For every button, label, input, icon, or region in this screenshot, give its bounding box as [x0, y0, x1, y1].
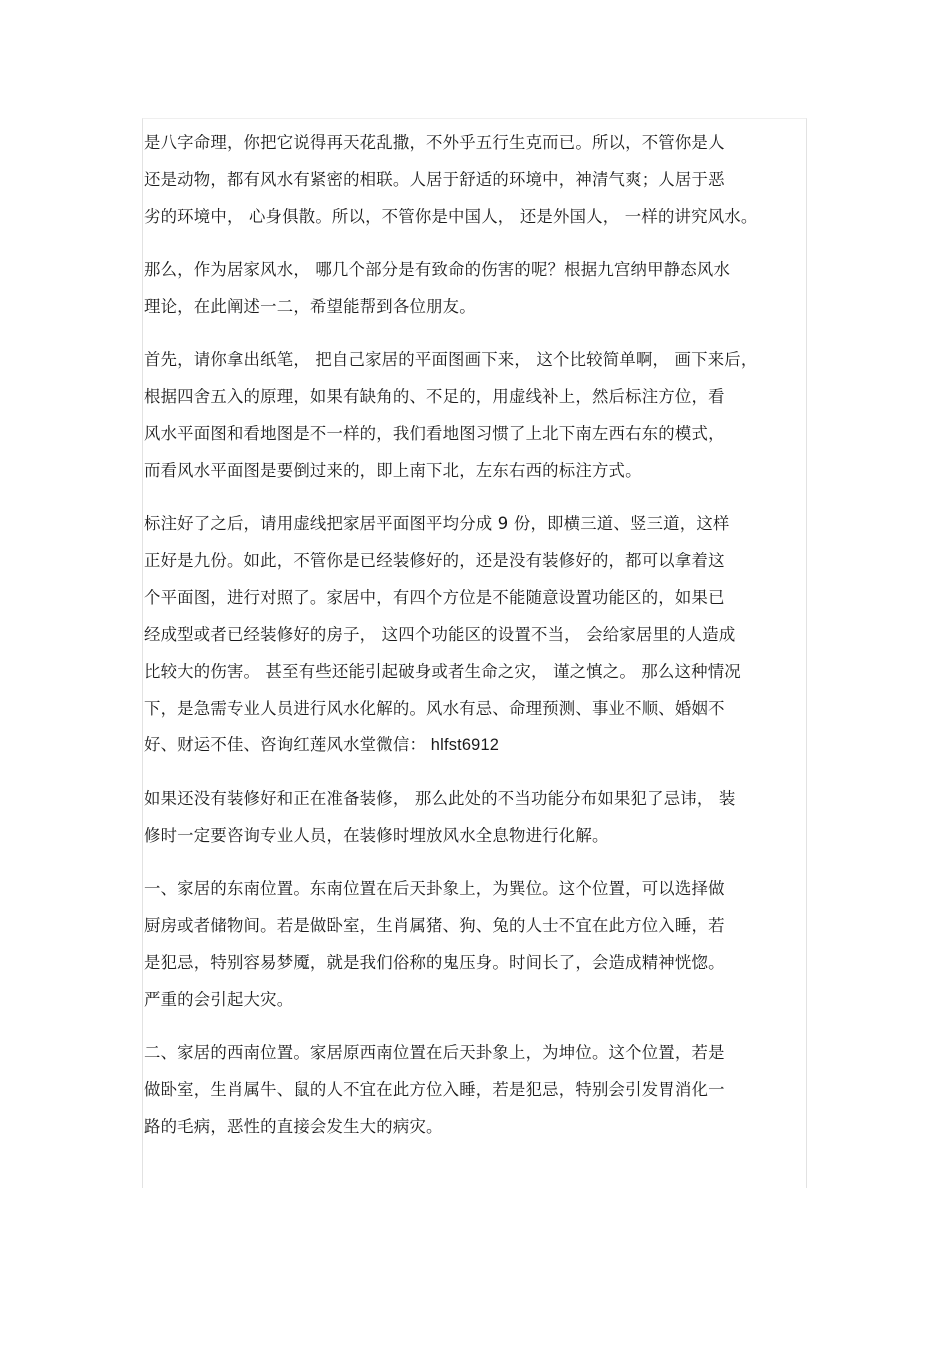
text-line: 还是动物，都有风水有紧密的相联。人居于舒适的环境中，神清气爽；人居于恶 — [144, 170, 725, 189]
text-line: 是八字命理，你把它说得再天花乱撒，不外乎五行生克而已。所以，不管你是人 — [144, 133, 725, 152]
text-line: 路的毛病，恶性的直接会发生大的病灾。 — [144, 1117, 443, 1136]
text-line: 厨房或者储物间。若是做卧室，生肖属猪、狗、兔的人士不宜在此方位入睡，若 — [144, 916, 725, 935]
paragraph-southeast — [144, 870, 808, 1018]
text-line: 个平面图，进行对照了。家居中，有四个方位是不能随意设置功能区的，如果已 — [144, 588, 725, 607]
paragraph-intro — [144, 124, 808, 235]
text-line: 那么，作为居家风水， 哪几个部分是有致命的伤害的呢？根据九宫纳甲静态风水 — [144, 260, 731, 279]
text-line: 是犯忌，特别容易梦魇，就是我们俗称的鬼压身。时间长了，会造成精神恍惚。 — [144, 953, 725, 972]
text-line: 理论，在此阐述一二，希望能帮到各位朋友。 — [144, 297, 476, 316]
paragraph-question — [144, 251, 808, 325]
text-line: 经成型或者已经装修好的房子， 这四个功能区的设置不当， 会给家居里的人造成 — [144, 625, 736, 644]
paragraph-renovation — [144, 780, 808, 854]
text-line: 首先，请你拿出纸笔， 把自己家居的平面图画下来， 这个比较简单啊， 画下来后， — [144, 350, 758, 369]
text-line: 根据四舍五入的原理，如果有缺角的、不足的，用虚线补上，然后标注方位，看 — [144, 387, 725, 406]
text-line: 风水平面图和看地图是不一样的，我们看地图习惯了上北下南左西右东的模式， — [144, 424, 725, 443]
paragraph-step-two — [144, 505, 808, 764]
text-line: 正好是九份。如此，不管你是已经装修好的，还是没有装修好的，都可以拿着这 — [144, 551, 725, 570]
document-body — [144, 124, 808, 1161]
paragraph-step-one — [144, 341, 808, 489]
text-line: 修时一定要咨询专业人员，在装修时埋放风水全息物进行化解。 — [144, 826, 609, 845]
text-line: 严重的会引起大灾。 — [144, 990, 294, 1009]
text-line: 如果还没有装修好和正在准备装修， 那么此处的不当功能分布如果犯了忌讳， 装 — [144, 789, 736, 808]
text-line: 而看风水平面图是要倒过来的，即上南下北，左东右西的标注方式。 — [144, 461, 642, 480]
text-line: 劣的环境中， 心身俱散。所以，不管你是中国人， 还是外国人， 一样的讲究风水。 — [144, 207, 758, 226]
text-line: 标注好了之后，请用虚线把家居平面图平均分成 9 份，即横三道、竖三道，这样 — [144, 514, 730, 533]
text-line: 二、家居的西南位置。家居原西南位置在后天卦象上，为坤位。这个位置，若是 — [144, 1043, 725, 1062]
text-line: 一、家居的东南位置。东南位置在后天卦象上，为巽位。这个位置，可以选择做 — [144, 879, 725, 898]
contact-line: 好、财运不佳、咨询红莲风水堂微信： hlfst6912 — [144, 736, 500, 754]
paragraph-southwest — [144, 1034, 808, 1145]
text-line: 比较大的伤害。 甚至有些还能引起破身或者生命之灾， 谨之慎之。 那么这种情况 — [144, 662, 741, 681]
text-line: 做卧室，生肖属牛、鼠的人不宜在此方位入睡，若是犯忌，特别会引发胃消化一 — [144, 1080, 725, 1099]
text-line: 下，是急需专业人员进行风水化解的。风水有忌、命理预测、事业不顺、婚姻不 — [144, 699, 725, 718]
